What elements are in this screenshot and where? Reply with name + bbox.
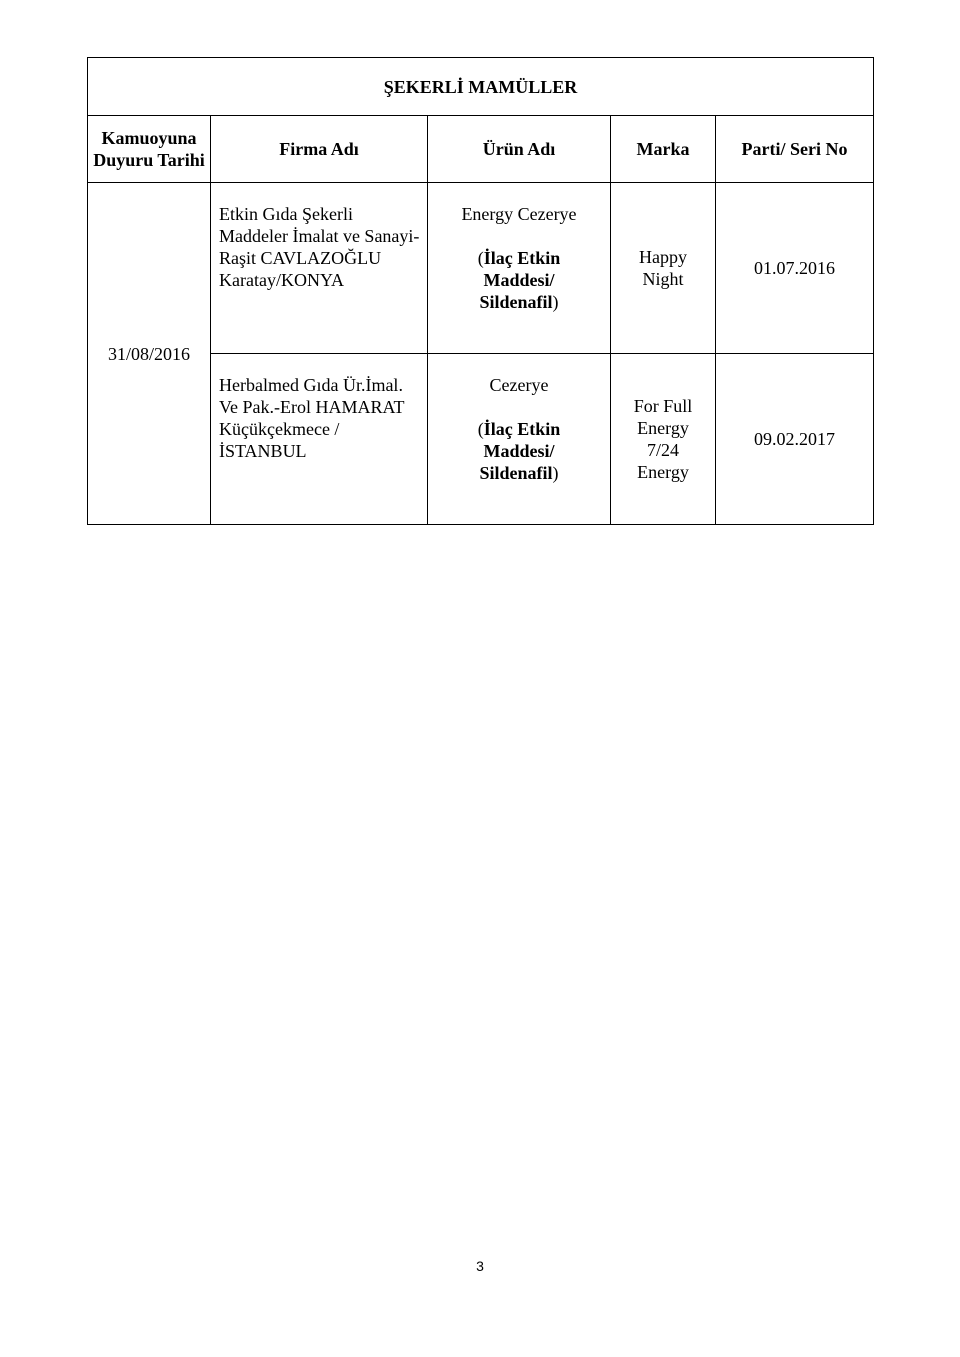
brand-cell: Happy Night bbox=[611, 183, 716, 354]
product-name: Energy Cezerye bbox=[461, 204, 577, 224]
ingredient-text: İlaç Etkin Maddesi/ Sildenafil bbox=[479, 419, 561, 483]
product-name-cell bbox=[428, 183, 611, 354]
header-brand: Marka bbox=[611, 116, 716, 183]
lot-number-cell: 01.07.2016 bbox=[716, 183, 874, 354]
header-lot-number: Parti/ Seri No bbox=[716, 116, 874, 183]
product-name: Cezerye bbox=[489, 375, 549, 395]
ingredient-open-paren: ( bbox=[477, 419, 484, 439]
firm-name-cell: Etkin Gıda Şekerli Maddeler İmalat ve Sanayi-Raşit CAVLAZOĞLU Karatay/KONYA bbox=[211, 183, 428, 354]
active-ingredient bbox=[428, 247, 610, 313]
ingredient-open-paren: ( bbox=[477, 248, 484, 268]
recall-table bbox=[87, 57, 874, 525]
header-firm-name: Firma Adı bbox=[211, 116, 428, 183]
active-ingredient bbox=[428, 418, 610, 484]
page-number: 3 bbox=[476, 1258, 484, 1274]
product-name-cell bbox=[428, 354, 611, 525]
table-row bbox=[88, 183, 874, 354]
header-announcement-date: Kamuoyuna Duyuru Tarihi bbox=[88, 116, 211, 183]
firm-name-cell: Herbalmed Gıda Ür.İmal. Ve Pak.-Erol HAMARAT Küçükçekmece /İSTANBUL bbox=[211, 354, 428, 525]
ingredient-text: İlaç Etkin Maddesi/ Sildenafil bbox=[479, 248, 561, 312]
ingredient-close-paren: ) bbox=[552, 292, 559, 312]
header-product-name: Ürün Adı bbox=[428, 116, 611, 183]
lot-number-cell: 09.02.2017 bbox=[716, 354, 874, 525]
table-title-row bbox=[88, 58, 874, 116]
ingredient-close-paren: ) bbox=[552, 463, 559, 483]
brand-cell: For Full Energy 7/24 Energy bbox=[611, 354, 716, 525]
announcement-date-cell: 31/08/2016 bbox=[88, 183, 211, 525]
table-header-row bbox=[88, 116, 874, 183]
table-title: ŞEKERLİ MAMÜLLER bbox=[88, 58, 874, 116]
